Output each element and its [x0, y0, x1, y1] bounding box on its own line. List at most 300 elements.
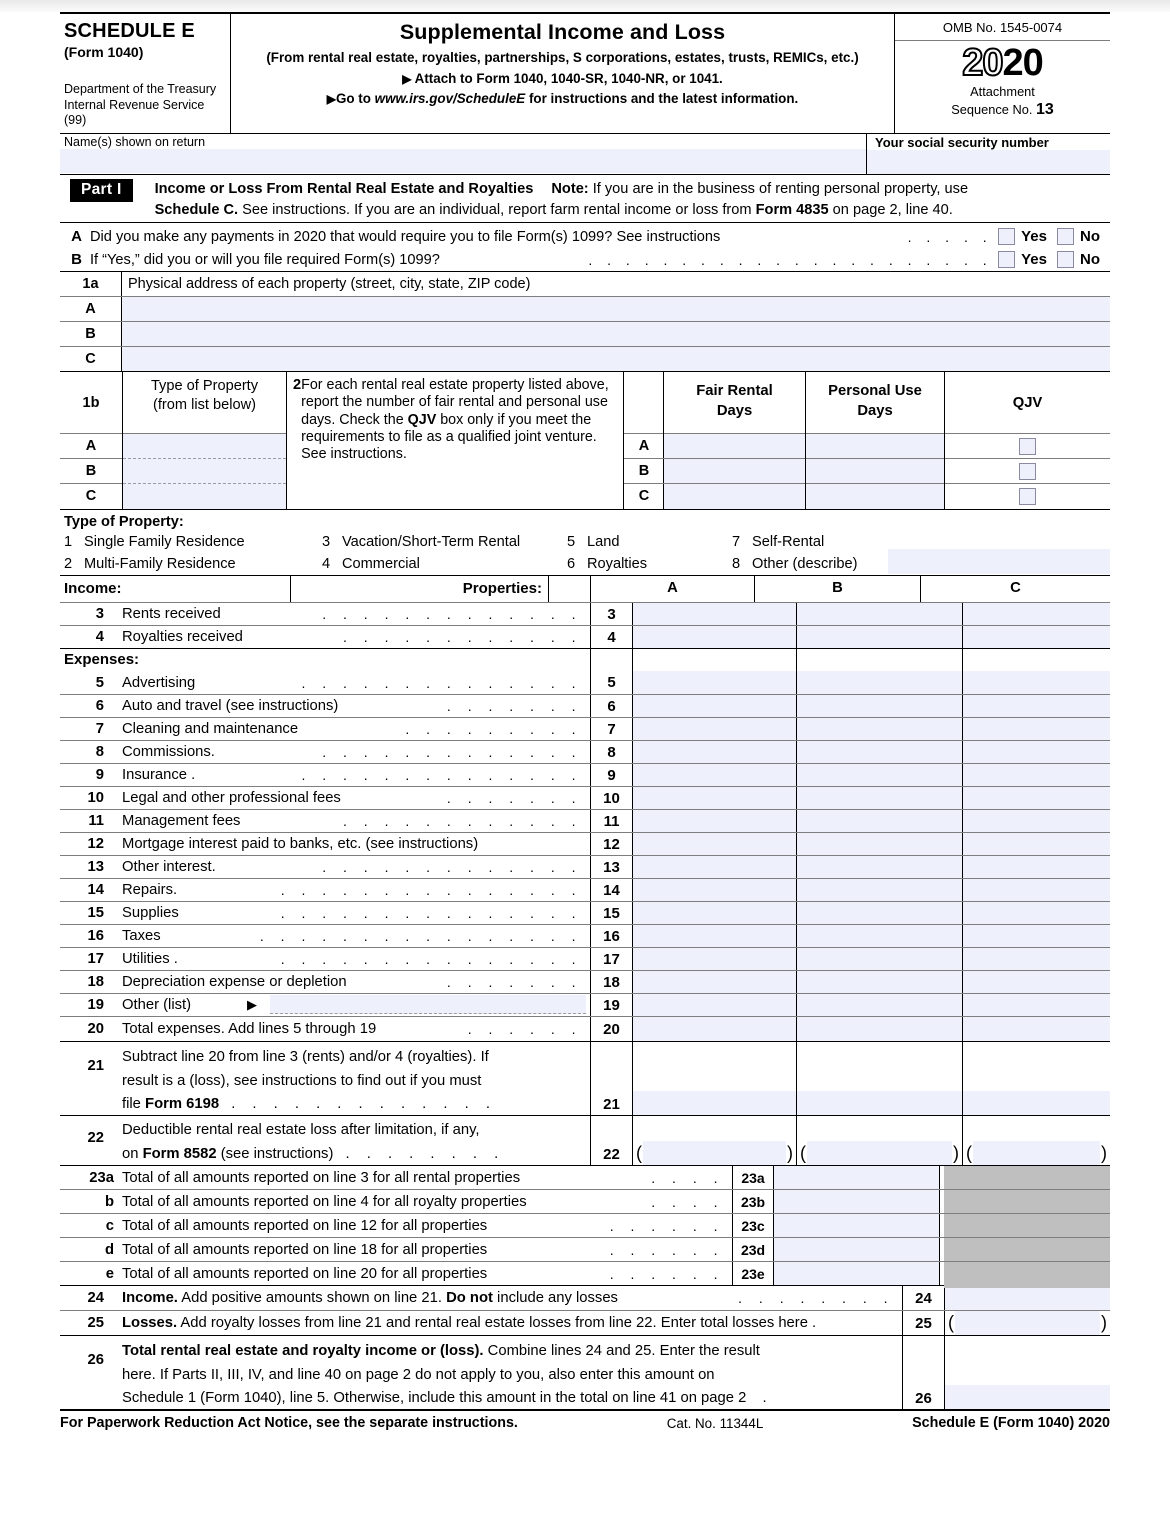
line-15-input-b[interactable]	[797, 902, 963, 924]
line-5-row	[60, 671, 1110, 694]
line-15-row	[60, 901, 1110, 924]
line-3-description	[60, 603, 591, 625]
properties-header-label: Properties:	[291, 576, 549, 602]
line-22-cell-c	[963, 1116, 1110, 1165]
qjv-cell-c	[945, 484, 1110, 509]
line-26-bold-total: Total rental real estate and royalty income or (loss).	[122, 1343, 484, 1360]
line-24-bold-donot: Do not	[446, 1290, 493, 1307]
schedule-e-page	[0, 12, 1170, 1431]
expenses-header-b	[797, 649, 963, 671]
line-16-text: Taxes	[122, 928, 161, 945]
line-19-row	[60, 993, 1110, 1016]
department-line-2: Internal Revenue Service (99)	[64, 97, 205, 128]
line-23e-input[interactable]	[774, 1262, 940, 1285]
property-type-3-number: 3	[322, 534, 331, 551]
line-22-paren-left-c: (	[966, 1143, 972, 1164]
line-11-description	[60, 810, 591, 832]
line-3-number: 3	[95, 606, 104, 623]
line-13-input-b[interactable]	[797, 856, 963, 878]
type-of-property-label-1: Type of Property	[150, 378, 259, 395]
line-9-input-c[interactable]	[963, 764, 1110, 786]
line-26-cell	[945, 1336, 1110, 1409]
goto-prefix: Go to	[335, 91, 375, 106]
line-16-row	[60, 924, 1110, 947]
line-26-description	[60, 1336, 903, 1409]
line-25-input[interactable]	[955, 1311, 1100, 1335]
line-19-other-input[interactable]	[270, 995, 586, 1014]
type-of-property-input-c[interactable]	[123, 484, 286, 509]
column-header-b: B	[755, 576, 921, 602]
line-1b-number: 1b	[60, 372, 122, 434]
name-cell	[60, 134, 867, 174]
question-a-leader: . . . . .	[907, 228, 993, 245]
property-type-1	[60, 534, 322, 550]
line-23d-input[interactable]	[774, 1238, 940, 1261]
line-3-text: Rents received	[122, 606, 221, 623]
line-24-mid: Add positive amounts shown on line 21.	[177, 1290, 447, 1307]
line-26-leader: .	[762, 1390, 767, 1407]
column-header-c: C	[1010, 580, 1021, 597]
line-19-input-a[interactable]	[633, 994, 797, 1016]
line-16-number: 16	[87, 928, 104, 945]
line-23d-description	[60, 1238, 732, 1261]
property-type-6-number: 6	[567, 556, 576, 573]
line-23e-description	[60, 1262, 732, 1285]
line-25-cell	[945, 1311, 1110, 1335]
property-type-5-number: 5	[567, 534, 576, 551]
line-22-text-2-post: (see instructions)	[216, 1145, 334, 1162]
line-23c-description	[60, 1214, 732, 1237]
personal-use-days-input-c[interactable]	[806, 484, 944, 509]
line-22-input-c[interactable]	[973, 1141, 1100, 1165]
line-13-input-c[interactable]	[963, 856, 1110, 878]
line-24-post: include any losses	[492, 1290, 618, 1307]
line-15-leader: . . . . . . . . . . . . . . .	[280, 905, 582, 922]
line-21-box-cell	[591, 1042, 633, 1115]
line-4-input-c[interactable]	[963, 626, 1110, 648]
line-23a-description	[60, 1166, 732, 1189]
line-14-box-number: 14	[591, 879, 633, 901]
line-23b-input[interactable]	[774, 1190, 940, 1213]
line-20-description	[60, 1017, 591, 1041]
form-body	[60, 12, 1110, 1431]
line-13-row	[60, 855, 1110, 878]
line-23c-text: Total of all amounts reported on line 12 for all properties	[122, 1217, 488, 1234]
line-7-input-a[interactable]	[633, 718, 797, 740]
line-22-cell-a	[633, 1116, 797, 1165]
line-23e-text: Total of all amounts reported on line 20 for all properties	[122, 1265, 488, 1282]
line-23c-gray-spacer	[940, 1214, 1110, 1237]
line-4-input-a[interactable]	[633, 626, 797, 648]
line-16-input-c[interactable]	[963, 925, 1110, 947]
line-24-number: 24	[87, 1290, 104, 1307]
line-15-box-number: 15	[591, 902, 633, 924]
line-24-leader: . . . . . . . .	[738, 1290, 894, 1307]
line-5-input-a[interactable]	[633, 671, 797, 694]
line-5-input-c[interactable]	[963, 671, 1110, 694]
line-9-box-number: 9	[591, 764, 633, 786]
ssn-label: Your social security number	[875, 134, 1049, 150]
line-23b-description	[60, 1190, 732, 1213]
line-23-rows	[60, 1165, 1110, 1285]
line-22-input-a[interactable]	[643, 1141, 786, 1165]
line-7-row	[60, 717, 1110, 740]
line-20-number: 20	[87, 1021, 104, 1038]
days-letter-col	[624, 372, 664, 509]
line-18-input-a[interactable]	[633, 971, 797, 993]
question-b-no-checkbox[interactable]	[1057, 251, 1074, 268]
line-14-row	[60, 878, 1110, 901]
type-of-property-input-a[interactable]	[123, 434, 286, 459]
fair-rental-days-header	[664, 372, 805, 434]
line-1a-number: 1a	[60, 272, 122, 296]
personal-use-days-input-b[interactable]	[806, 459, 944, 484]
line-18-input-b[interactable]	[797, 971, 963, 993]
days-letter-a: A	[624, 434, 664, 459]
line-4-description	[60, 626, 591, 648]
line-10-row	[60, 786, 1110, 809]
line-9-description	[60, 764, 591, 786]
line-20-input-b[interactable]	[797, 1017, 963, 1041]
line-22-description	[60, 1116, 591, 1165]
name-input[interactable]	[60, 149, 866, 173]
line-23c-number: c	[105, 1217, 114, 1234]
line-21-leader: . . . . . . . . . . . . .	[231, 1096, 497, 1113]
line-11-leader: . . . . . . . . . . . .	[343, 813, 582, 830]
qjv-checkbox-c[interactable]	[1019, 488, 1036, 505]
personal-use-days-col	[806, 372, 945, 509]
line-3-row	[60, 602, 1110, 625]
attachment-sequence	[895, 84, 1110, 122]
tax-year-solid: 20	[1002, 42, 1043, 84]
line-9-input-a[interactable]	[633, 764, 797, 786]
line-23c-input[interactable]	[774, 1214, 940, 1237]
address-input-b[interactable]	[122, 322, 1110, 346]
line-23b-text: Total of all amounts reported on line 4 for all royalty properties	[122, 1193, 527, 1210]
personal-use-days-input-a[interactable]	[806, 434, 944, 459]
type-of-property-list-title: Type of Property:	[64, 514, 184, 531]
income-header-label: Income:	[60, 576, 291, 602]
line-18-text: Depreciation expense or depletion	[122, 974, 347, 991]
part1-note-label: Note:	[551, 180, 589, 197]
line-5-description	[60, 671, 591, 694]
line-13-text: Other interest.	[122, 859, 216, 876]
question-b-leader: . . . . . . . . . . . . . . . . . . . . . .	[588, 251, 993, 268]
line-22-input-b[interactable]	[807, 1141, 952, 1165]
line-24-bold-income: Income.	[122, 1290, 178, 1307]
fair-rental-days-input-c[interactable]	[664, 484, 805, 509]
goto-suffix: for instructions and the latest information.	[525, 91, 799, 106]
form-subtitle: (From rental real estate, royalties, partnerships, S corporations, estates, trusts, REMICs, etc.)	[266, 50, 859, 65]
line-23a-leader: . . . .	[651, 1169, 724, 1186]
name-label: Name(s) shown on return	[64, 134, 206, 149]
line-23e-row	[60, 1261, 1110, 1285]
part1-note-text-2: See instructions. If you are an individual, report farm rental income or loss from	[238, 201, 756, 218]
line-11-input-b[interactable]	[797, 810, 963, 832]
line-9-row	[60, 763, 1110, 786]
line-25-text	[122, 1315, 816, 1331]
part1-note-bold-3: Form 4835	[755, 201, 829, 218]
line-1a-header-label: Physical address of each property (street, city, state, ZIP code)	[128, 276, 531, 293]
tax-year	[895, 41, 1110, 84]
attachment-label-text: Sequence No.	[951, 101, 1033, 117]
right-triangle-icon: ▶	[402, 72, 412, 86]
tax-year-hollow: 20	[962, 42, 1003, 84]
line-1b-label-a: A	[60, 434, 122, 459]
omb-number: OMB No. 1545-0074	[895, 14, 1110, 41]
line-20-input-c[interactable]	[963, 1017, 1110, 1041]
type-of-property-row-2	[60, 553, 1110, 575]
line-21-input-c[interactable]	[963, 1091, 1110, 1115]
question-2-cell	[287, 372, 624, 509]
line-15-input-a[interactable]	[633, 902, 797, 924]
line-18-box-number: 18	[591, 971, 633, 993]
line-13-number: 13	[87, 859, 104, 876]
line-15-input-c[interactable]	[963, 902, 1110, 924]
property-type-5-label: Land	[587, 534, 620, 551]
line-23d-number: d	[104, 1241, 114, 1258]
line-3-leader: . . . . . . . . . . . . .	[322, 606, 582, 623]
ssn-cell	[867, 134, 1110, 174]
line-21-input-b[interactable]	[797, 1091, 962, 1115]
line-23a-input[interactable]	[774, 1166, 940, 1189]
catalog-number: Cat. No. 11344L	[666, 1415, 764, 1431]
line-16-input-a[interactable]	[633, 925, 797, 947]
property-type-4-number: 4	[322, 556, 331, 573]
line-21-input-a[interactable]	[633, 1091, 796, 1115]
line-21-text-block	[122, 1046, 496, 1116]
department-line-1: Department of the Treasury	[64, 82, 217, 96]
line-14-input-c[interactable]	[963, 879, 1110, 901]
address-label-a: A	[60, 297, 122, 321]
column-header-a: A	[591, 576, 755, 602]
line-18-input-c[interactable]	[963, 971, 1110, 993]
line-22-box-cell	[591, 1116, 633, 1165]
line-23b-leader: . . . .	[651, 1193, 724, 1210]
line-23e-box-number: 23e	[732, 1262, 774, 1285]
qjv-checkbox-a[interactable]	[1019, 438, 1036, 455]
line-8-input-c[interactable]	[963, 741, 1110, 763]
line-23-block	[60, 1165, 1110, 1285]
line-10-leader: . . . . . . .	[446, 790, 582, 807]
line-11-input-c[interactable]	[963, 810, 1110, 832]
line-5-leader: . . . . . . . . . . . . . .	[301, 674, 582, 691]
footer-form-id: Schedule E (Form 1040) 2020	[912, 1415, 1110, 1432]
form-footer	[60, 1411, 1110, 1431]
line-22-paren-right-b: )	[953, 1143, 959, 1164]
line-24-text	[122, 1290, 618, 1306]
question-a-yes-checkbox[interactable]	[998, 228, 1015, 245]
line-20-input-a[interactable]	[633, 1017, 797, 1041]
line-26-input[interactable]	[945, 1385, 1110, 1409]
line-23c-leader: . . . . . .	[609, 1217, 724, 1234]
line-6-text: Auto and travel (see instructions)	[122, 698, 339, 715]
line-14-input-a[interactable]	[633, 879, 797, 901]
line-21-row	[60, 1041, 1110, 1115]
line-21-text-2: result is a (loss), see instructions to find out if you must	[122, 1072, 482, 1089]
other-property-describe-input[interactable]	[888, 549, 1110, 574]
line-8-text: Commissions.	[122, 744, 215, 761]
line-23a-text: Total of all amounts reported on line 3 for all rental properties	[122, 1169, 521, 1186]
line-16-description	[60, 925, 591, 947]
question-b-yes-checkbox[interactable]	[998, 251, 1015, 268]
line-17-input-c[interactable]	[963, 948, 1110, 970]
line-24-input[interactable]	[945, 1286, 1110, 1310]
line-12-text: Mortgage interest paid to banks, etc. (see instructions)	[122, 836, 479, 853]
line-17-input-b[interactable]	[797, 948, 963, 970]
line-18-description	[60, 971, 591, 993]
line-8-input-a[interactable]	[633, 741, 797, 763]
line-6-input-c[interactable]	[963, 695, 1110, 717]
attachment-number: 13	[1035, 100, 1054, 118]
line-13-box-number: 13	[591, 856, 633, 878]
property-type-5	[567, 534, 732, 550]
line-22-paren-left-a: (	[636, 1143, 642, 1164]
goto-instruction	[237, 91, 888, 106]
qjv-checkbox-b[interactable]	[1019, 463, 1036, 480]
question-2-text: For each rental real estate property listed above, report the number of fair rental and personal use days. Check the QJV box only if you meet the requirements to file as a qualified joint venture. See instructions.	[301, 377, 609, 462]
question-a-letter: A	[71, 228, 82, 246]
qjv-cell-b	[945, 459, 1110, 484]
line-22-paren-left-b: (	[800, 1143, 806, 1164]
property-type-6-label: Royalties	[587, 556, 648, 573]
line-4-number: 4	[95, 629, 104, 646]
line-4-row	[60, 625, 1110, 648]
line-21-form-6198: Form 6198	[145, 1096, 220, 1113]
line-15-number: 15	[87, 905, 104, 922]
line-19-input-b[interactable]	[797, 994, 963, 1016]
line-25-paren-left: (	[948, 1312, 954, 1333]
line-9-input-b[interactable]	[797, 764, 963, 786]
line-8-leader: . . . . . . . . . . . . .	[322, 744, 582, 761]
line-21-description	[60, 1042, 591, 1115]
line-26-box-cell	[903, 1336, 945, 1409]
ssn-input[interactable]	[867, 150, 1110, 174]
part1-heading-block	[155, 179, 968, 220]
line-7-number: 7	[95, 721, 104, 738]
line-12-input-a[interactable]	[633, 833, 797, 855]
line-17-description	[60, 948, 591, 970]
line-19-description	[60, 994, 591, 1016]
line-16-input-b[interactable]	[797, 925, 963, 947]
line-17-input-a[interactable]	[633, 948, 797, 970]
line-1b-label-b: B	[60, 459, 122, 484]
form-header	[60, 14, 1110, 134]
part1-line-2	[155, 200, 968, 221]
line-23a-box-number: 23a	[732, 1166, 774, 1189]
line-10-input-c[interactable]	[963, 787, 1110, 809]
line-19-input-c[interactable]	[963, 994, 1110, 1016]
question-2-number: 2	[293, 377, 302, 394]
line-22-text-block	[122, 1119, 505, 1166]
line-13-leader: . . . . . . . . . . . . .	[322, 859, 582, 876]
question-b-no-label: No	[1080, 251, 1100, 269]
line-23b-number: b	[104, 1193, 114, 1210]
line-22-cell-b	[797, 1116, 963, 1165]
property-type-1-label: Single Family Residence	[84, 534, 245, 551]
line-5-input-b[interactable]	[797, 671, 963, 694]
property-type-1-number: 1	[64, 534, 73, 551]
property-type-3	[322, 534, 567, 550]
line-12-input-c[interactable]	[963, 833, 1110, 855]
line-17-text: Utilities .	[122, 951, 178, 968]
line-10-input-b[interactable]	[797, 787, 963, 809]
line-8-number: 8	[95, 744, 104, 761]
line-7-leader: . . . . . . . . .	[405, 721, 582, 738]
line-11-input-a[interactable]	[633, 810, 797, 832]
expenses-header-c	[963, 649, 1110, 671]
line-12-input-b[interactable]	[797, 833, 963, 855]
line-26-text-block	[122, 1340, 767, 1410]
fair-rental-days-input-b[interactable]	[664, 459, 805, 484]
line-8-input-b[interactable]	[797, 741, 963, 763]
attach-text: Attach to Form 1040, 1040-SR, 1040-NR, or 1041.	[414, 71, 723, 86]
part1-note-text-3: on page 2, line 40.	[828, 201, 953, 218]
line-17-row	[60, 947, 1110, 970]
line-26-line-2: here. If Parts II, III, IV, and line 40 on page 2 do not apply to you, also enter this amount on	[122, 1366, 715, 1383]
line-25-post: Add royalty losses from line 21 and rental real estate losses from line 22. Enter total losses here .	[177, 1315, 817, 1332]
line-22-text-1: Deductible rental real estate loss after limitation, if any,	[122, 1122, 480, 1139]
line-7-input-b[interactable]	[797, 718, 963, 740]
line-14-input-b[interactable]	[797, 879, 963, 901]
form-title: Supplemental Income and Loss	[399, 20, 726, 44]
line-26-number: 26	[87, 1352, 104, 1369]
address-row-c	[60, 346, 1110, 371]
line-22-paren-right-c: )	[1101, 1143, 1107, 1164]
expenses-header-row	[60, 648, 1110, 671]
line-10-input-a[interactable]	[633, 787, 797, 809]
personal-use-days-header	[806, 372, 944, 434]
type-of-property-header	[123, 372, 286, 434]
line-5-text: Advertising	[122, 674, 196, 691]
line-4-input-b[interactable]	[797, 626, 963, 648]
qjv-cell-a	[945, 434, 1110, 459]
part1-heading: Income or Loss From Rental Real Estate and Royalties	[154, 180, 534, 197]
header-left	[60, 14, 230, 133]
question-a-row	[60, 225, 1110, 248]
fair-rental-days-input-a[interactable]	[664, 434, 805, 459]
line-1a-header-row	[60, 272, 1110, 296]
line-6-input-a[interactable]	[633, 695, 797, 717]
line-14-description	[60, 879, 591, 901]
question-a-no-checkbox[interactable]	[1057, 228, 1074, 245]
line-3-input-c[interactable]	[963, 603, 1110, 625]
fair-rental-days-col	[664, 372, 806, 509]
line-9-leader: . . . . . . . . . . . . . .	[301, 767, 582, 784]
line-5-box-number: 5	[591, 671, 633, 694]
property-type-8-label: Other (describe)	[752, 556, 858, 573]
line-7-description	[60, 718, 591, 740]
question-b-letter: B	[71, 251, 82, 269]
address-input-a[interactable]	[122, 297, 1110, 321]
expenses-header-boxcol	[591, 649, 633, 671]
address-input-c[interactable]	[122, 347, 1110, 371]
type-of-property-input-b[interactable]	[123, 459, 286, 484]
address-row-b	[60, 321, 1110, 346]
line-13-input-a[interactable]	[633, 856, 797, 878]
line-17-leader: . . . . . . . . . . . . . . .	[280, 951, 582, 968]
part1-banner	[60, 175, 1110, 222]
goto-url[interactable]: www.irs.gov/ScheduleE	[374, 91, 526, 106]
part1-note-bold-2: Schedule C.	[154, 201, 239, 218]
line-6-input-b[interactable]	[797, 695, 963, 717]
line-3-input-a[interactable]	[633, 603, 797, 625]
days-letter-c: C	[638, 488, 650, 505]
line-22-row	[60, 1115, 1110, 1165]
line-14-number: 14	[87, 882, 104, 899]
line-3-input-b[interactable]	[797, 603, 963, 625]
line-7-input-c[interactable]	[963, 718, 1110, 740]
